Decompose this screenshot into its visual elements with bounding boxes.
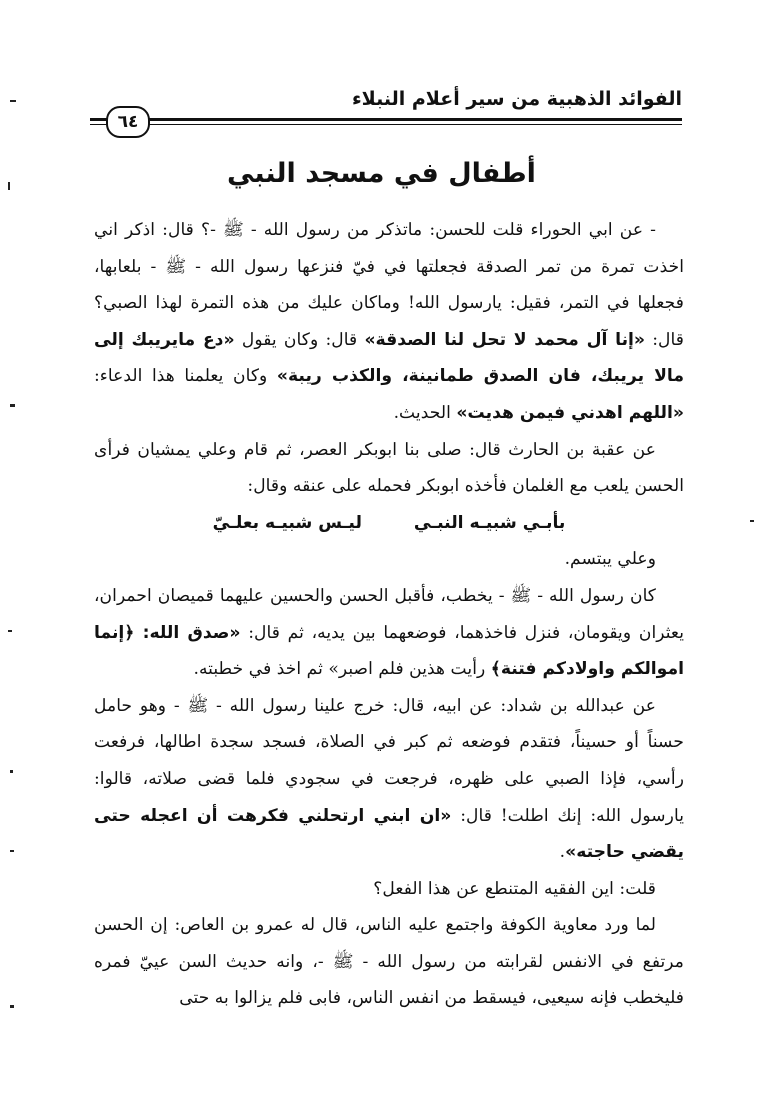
running-header xyxy=(90,82,682,136)
hadith-quote: «اللهم اهدني فيمن هديت» xyxy=(456,402,684,423)
narration-text: قال: وكان يقول xyxy=(234,329,365,350)
paragraph: وعلي يبتسم. xyxy=(564,549,656,570)
body-text xyxy=(94,212,684,1017)
narration-text: - عن ابي الحوراء قلت للحسن: ماتذكر من رسول الله - ﷺ -؟ قال: اذكر اني اخذت تمرة من تمر الصدقة فجعلتها في فيّ فنزعها رسول الله - ﷺ - بلعابها، فجعلها في التمر، فقيل: يارسول الله! وماكان عليك من هذه التمرة لهذا الصبي؟ قال: xyxy=(94,220,684,350)
narration-text: عن عبدالله بن شداد: عن ابيه، قال: خرج علينا رسول الله - ﷺ - وهو حامل حسناً أو حسيناً، فتقدم فوضعه ثم كبر في الصلاة، فسجد سجدة اطالها، فرفعت رأسي، فإذا الصبي على ظهره، فرجعت في سجودي فلما قضى صلاته، قالوا: يارسول الله: إنك اطلت! قال: xyxy=(94,695,684,826)
margin-mark xyxy=(8,630,12,632)
paragraph: قلت: اين الفقيه المتنطع عن هذا الفعل؟ xyxy=(373,878,656,899)
book-title: الفوائد الذهبية من سير أعلام النبلاء xyxy=(351,88,682,110)
narration-text: . xyxy=(559,842,566,863)
verse-hemistich-second: ليـس شبيـه بعلـيّ xyxy=(212,512,362,533)
margin-mark xyxy=(10,1005,14,1008)
narration-text: رأيت هذين فلم اصبر» ثم اخذ في خطبته. xyxy=(193,659,491,680)
margin-mark xyxy=(10,850,14,852)
margin-mark xyxy=(10,100,16,102)
narration-text: الحديث. xyxy=(393,402,457,423)
hadith-quote: «إنا آل محمد لا تحل لنا الصدقة» xyxy=(364,329,646,350)
paragraph: لما ورد معاوية الكوفة واجتمع عليه الناس، قال له عمرو بن العاص: إن الحسن مرتفع في الانفس لقرابته من رسول الله - ﷺ -، وانه حديث السن عييّ فمره فليخطب فإنه سيعيى، فيسقط من انفس الناس، فابى فلم يزالوا به حتى xyxy=(94,915,684,1009)
paragraph xyxy=(94,212,684,432)
hadith-quote: «ان ابني ارتحلني فكرهت أن اعجله حتى يقضي حاجته» xyxy=(94,805,684,863)
hadith-quote: «دع مايريبك إلى مالا يريبك، فان الصدق طمانينة، والكذب ريبة» xyxy=(94,329,684,387)
paragraph xyxy=(94,578,684,688)
page-number: ٦٤ xyxy=(106,106,150,138)
paragraph: عن عقبة بن الحارث قال: صلى بنا ابوبكر العصر، ثم قام وعلي يمشيان فرأى الحسن يلعب مع الغلمان فأخذه ابوبكر فحمله على عنقه وقال: xyxy=(94,439,684,497)
margin-mark xyxy=(10,770,13,773)
hadith-quote: «صدق الله: ﴿إنما اموالكم واولادكم فتنة﴾ xyxy=(94,622,684,680)
paragraph xyxy=(94,688,684,871)
narration-text: كان رسول الله - ﷺ - يخطب، فأقبل الحسن والحسين عليهما قميصان احمران، يعثران ويقومان، فنزل فاخذهما، فوضعهما بين يديه، ثم قال: xyxy=(94,585,684,643)
narration-text: وكان يعلمنا هذا الدعاء: xyxy=(94,366,277,387)
margin-mark xyxy=(10,404,15,407)
header-rule xyxy=(90,118,682,121)
verse-hemistich-first: بأبـي شبيـه النبـي xyxy=(413,512,566,533)
verse xyxy=(94,505,684,542)
margin-mark xyxy=(750,520,754,522)
header-rule-thin xyxy=(90,124,682,125)
section-title: أطفال في مسجد النبي xyxy=(227,158,536,189)
